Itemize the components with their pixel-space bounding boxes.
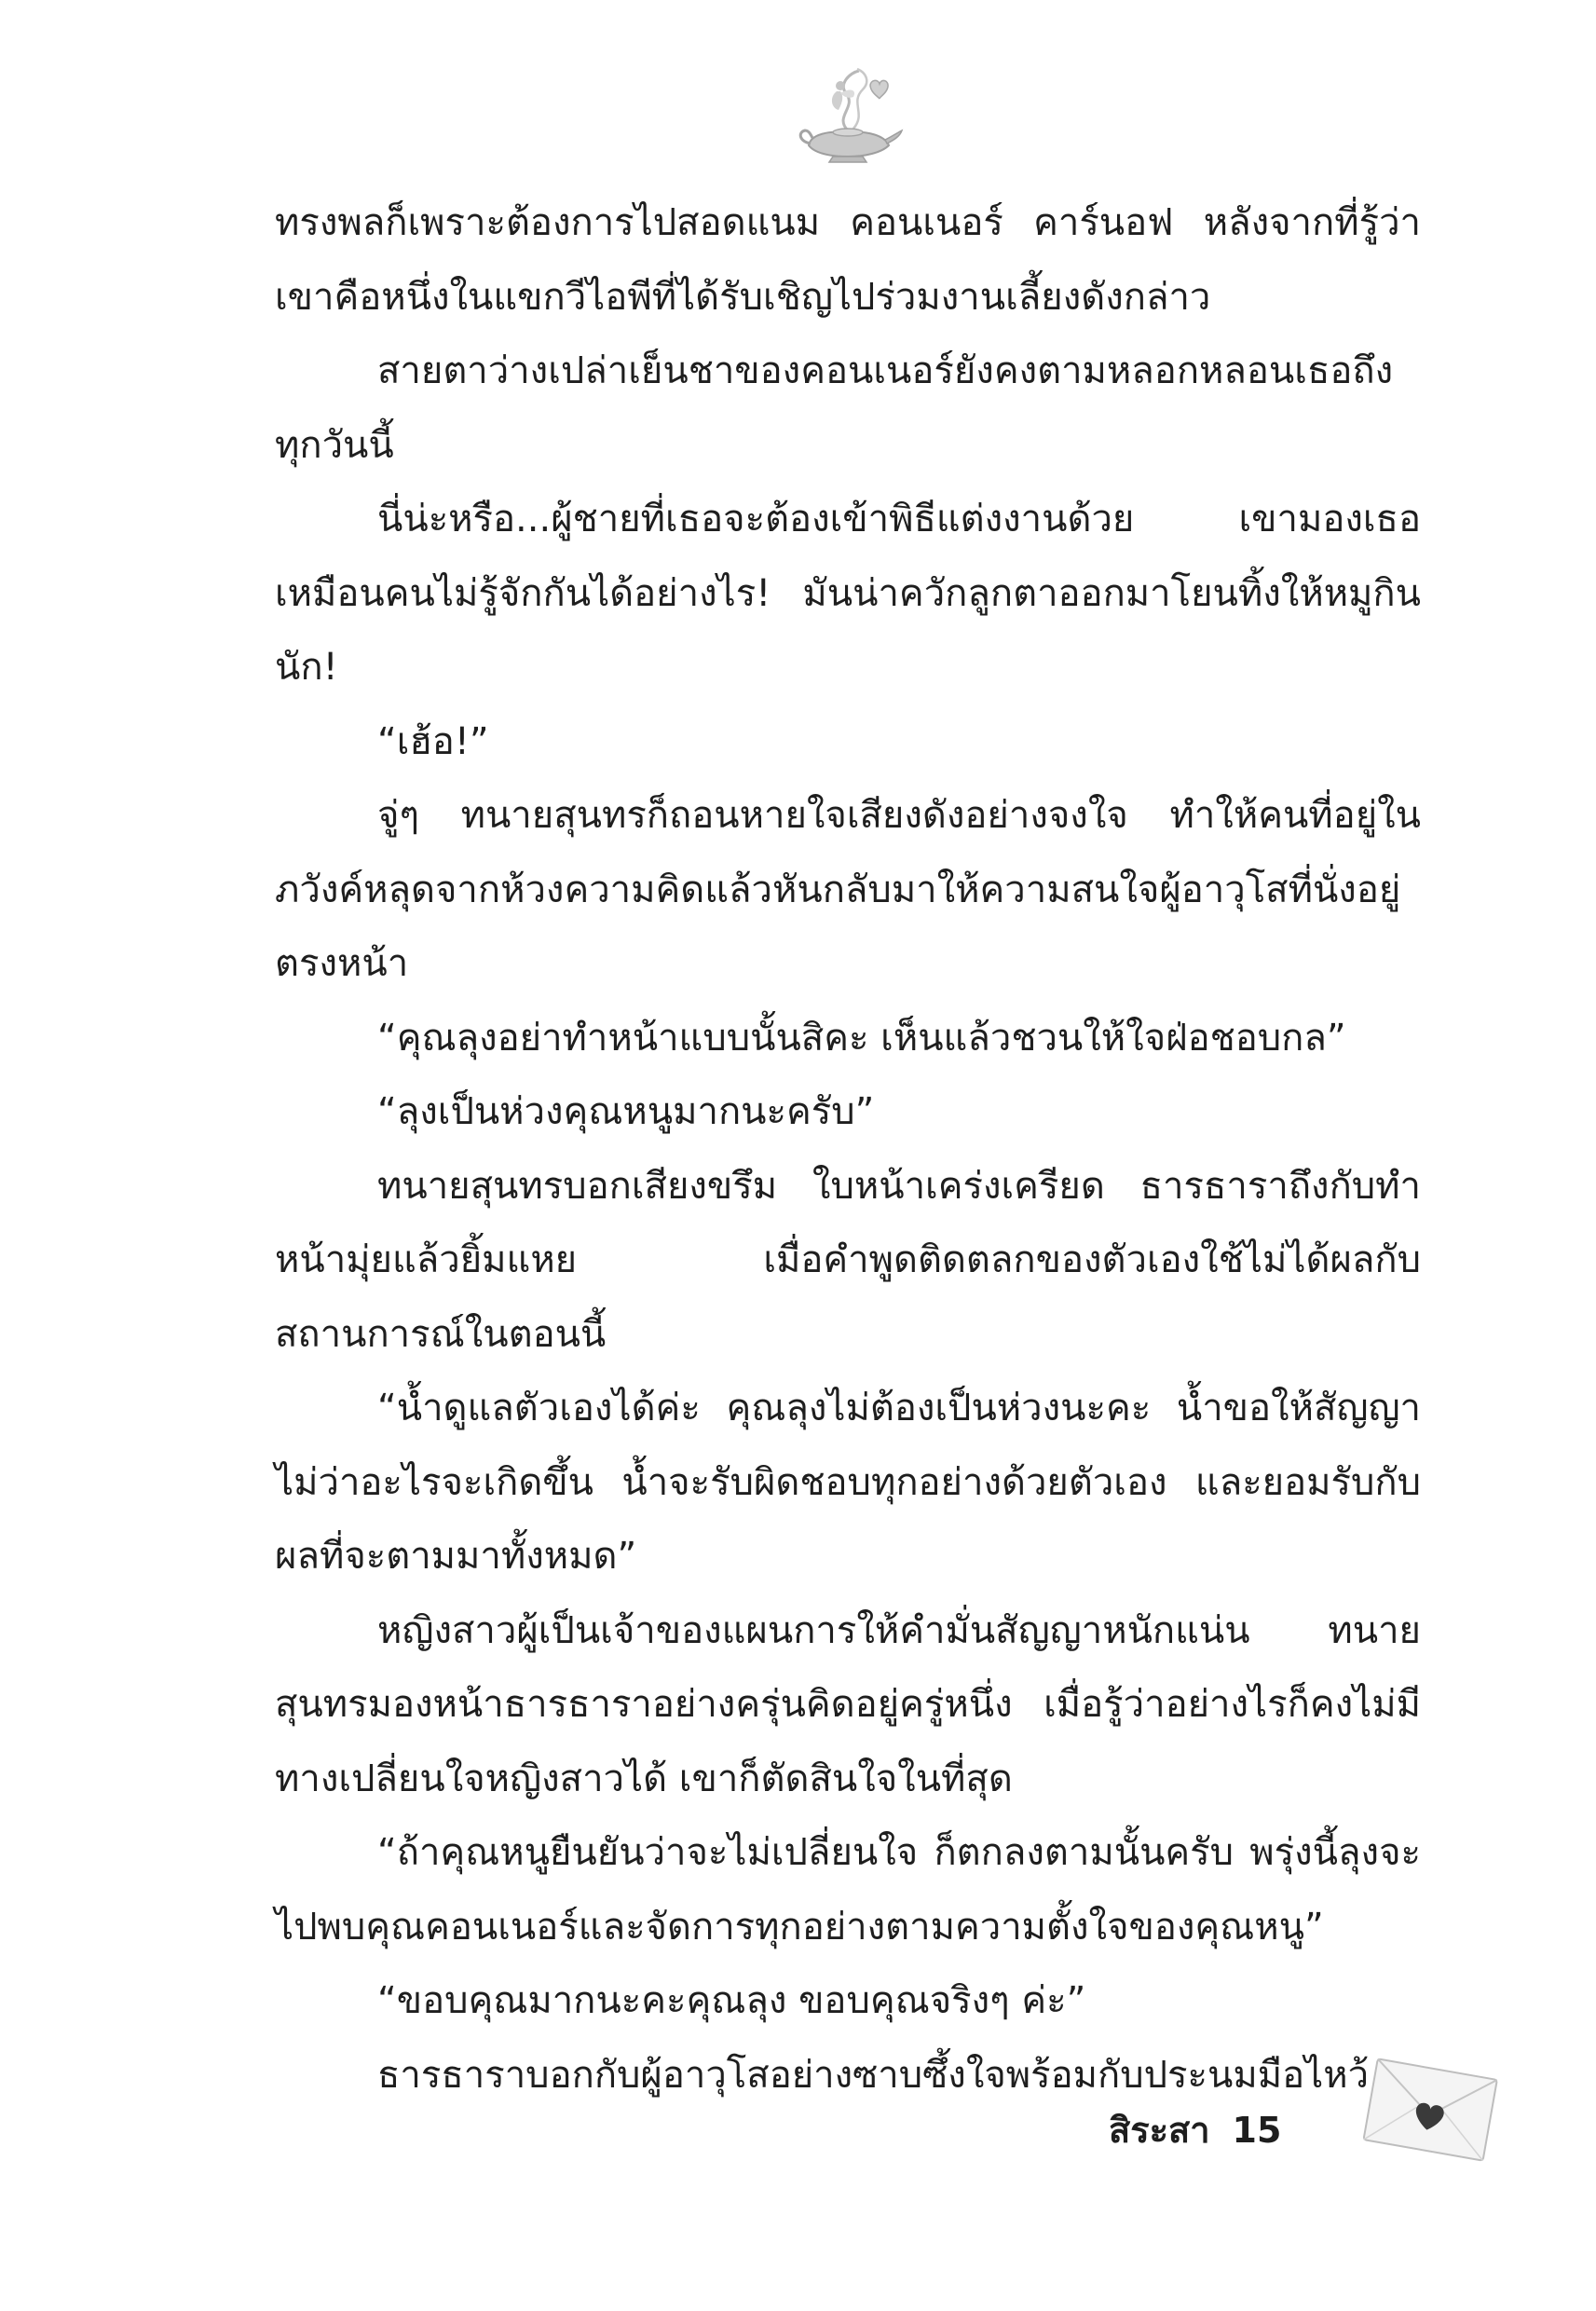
paragraph: จู่ๆ ทนายสุนทรก็ถอนหายใจเสียงดังอย่างจงใจ ทำให้คนที่อยู่ในภวังค์หลุดจากห้วงความคิดแล้วหันกลับมาให้ความสนใจผู้อาวุโสที่นั่งอยู่ตรงหน้า <box>275 794 1421 985</box>
magic-lamp-icon <box>792 65 904 168</box>
paragraph: นี่น่ะหรือ...ผู้ชายที่เธอจะต้องเข้าพิธีแต่งงานด้วย เขามองเธอเหมือนคนไม่รู้จักกันได้อย่างไร! มันน่าควักลูกตาออกมาโยนทิ้งให้หมูกินนัก! <box>275 498 1421 689</box>
paragraph: ทนายสุนทรบอกเสียงขรึม ใบหน้าเคร่งเครียด ธารธาราถึงกับทำหน้ามุ่ยแล้วยิ้มแหย เมื่อคำพูดติดตลกของตัวเองใช้ไม่ได้ผลกับสถานการณ์ในตอนนี้ <box>275 1164 1421 1356</box>
paragraph: สายตาว่างเปล่าเย็นชาของคอนเนอร์ยังคงตามหลอกหลอนเธอถึงทุกวันนี้ <box>275 349 1394 467</box>
paragraph: “เฮ้อ!” <box>377 719 489 763</box>
paragraph: หญิงสาวผู้เป็นเจ้าของแผนการให้คำมั่นสัญญาหนักแน่น ทนายสุนทรมองหน้าธารธาราอย่างครุ่นคิดอยู่ครู่หนึ่ง เมื่อรู้ว่าอย่างไรก็คงไม่มีทางเปลี่ยนใจหญิงสาวได้ เขาก็ตัดสินใจในที่สุด <box>275 1608 1421 1800</box>
body-text <box>275 186 1421 2113</box>
paragraph: “ลุงเป็นห่วงคุณหนูมากนะครับ” <box>377 1090 875 1133</box>
paragraph: “ขอบคุณมากนะคะคุณลุง ขอบคุณจริงๆ ค่ะ” <box>377 1979 1086 2022</box>
paragraph: “ถ้าคุณหนูยืนยันว่าจะไม่เปลี่ยนใจ ก็ตกลงตามนั้นครับ พรุ่งนี้ลุงจะไปพบคุณคอนเนอร์และจัดการทุกอย่างตามความตั้งใจของคุณหนู” <box>275 1831 1421 1949</box>
paragraph: “น้ำดูแลตัวเองได้ค่ะ คุณลุงไม่ต้องเป็นห่วงนะคะ น้ำขอให้สัญญาไม่ว่าอะไรจะเกิดขึ้น น้ำจะรับผิดชอบทุกอย่างด้วยตัวเอง และยอมรับกับผลที่จะตามมาทั้งหมด” <box>275 1387 1421 1578</box>
page-footer <box>1109 2101 1281 2158</box>
paragraph: ธารธาราบอกกับผู้อาวุโสอย่างซาบซึ้งใจพร้อมกับประนมมือไหว้ <box>377 2053 1370 2097</box>
heart-envelope-icon <box>1351 2041 1509 2181</box>
page-number: 15 <box>1232 2110 1282 2151</box>
paragraph: ทรงพลก็เพราะต้องการไปสอดแนม คอนเนอร์ คาร์นอฟ หลังจากที่รู้ว่าเขาคือหนึ่งในแขกวีไอพีที่ได้รับเชิญไปร่วมงานเลี้ยงดังกล่าว <box>275 201 1421 319</box>
book-title: สิระสา <box>1109 2110 1210 2151</box>
paragraph: “คุณลุงอย่าทำหน้าแบบนั้นสิคะ เห็นแล้วชวนให้ใจฝ่อชอบกล” <box>377 1016 1346 1060</box>
